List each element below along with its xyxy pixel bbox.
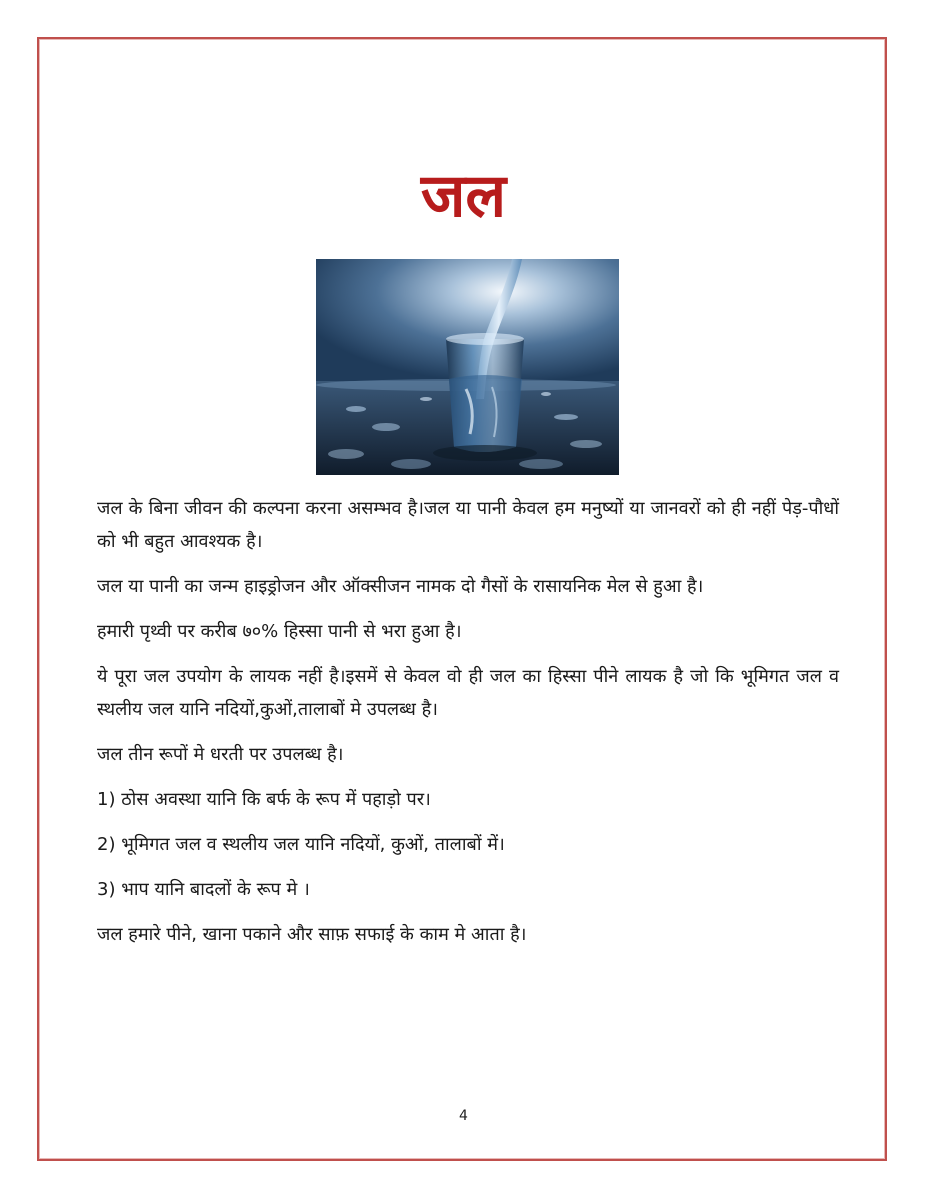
list-item-solid: 1) ठोस अवस्था यानि कि बर्फ के रूप में पहाड़ो पर। <box>97 789 431 810</box>
page-title: जल <box>420 161 507 231</box>
page-number: 4 <box>459 1108 468 1124</box>
paragraph-three-forms: जल तीन रूपों मे धरती पर उपलब्ध है। <box>97 744 344 765</box>
paragraph-earth-coverage: हमारी पृथ्वी पर करीब ७०% हिस्सा पानी से भरा हुआ है। <box>97 621 462 642</box>
list-item-ground-surface: 2) भूमिगत जल व स्थलीय जल यानि नदियों, कुओं, तालाबों में। <box>97 834 505 855</box>
list-item-vapour: 3) भाप यानि बादलों के रूप मे । <box>97 879 310 900</box>
water-glass-photo <box>316 259 619 475</box>
paragraph-potable-water: ये पूरा जल उपयोग के लायक नहीं है।इसमें से केवल वो ही जल का हिस्सा पीने लायक है जो कि भूमिगत जल व स्थलीय जल यानि नदियों,कुओं,तालाबों मे उपलब्ध है। <box>97 666 839 720</box>
document-body <box>97 492 839 963</box>
paragraph-uses: जल हमारे पीने, खाना पकाने और साफ़ सफाई के काम मे आता है। <box>97 924 527 945</box>
paragraph-composition: जल या पानी का जन्म हाइड्रोजन और ऑक्सीजन नामक दो गैसों के रासायनिक मेल से हुआ है। <box>97 576 704 597</box>
paragraph-intro: जल के बिना जीवन की कल्पना करना असम्भव है।जल या पानी केवल हम मनुष्यों या जानवरों को ही नहीं पेड़-पौधों को भी बहुत आवश्यक है। <box>97 498 839 552</box>
